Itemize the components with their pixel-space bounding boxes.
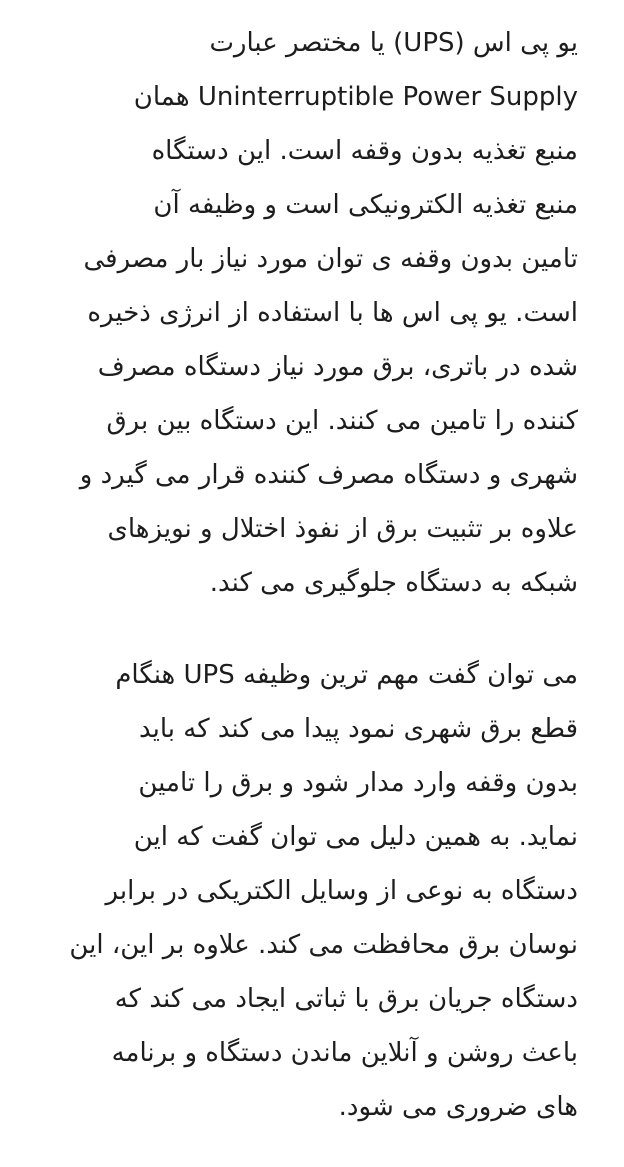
text-line: تامین بدون وقفه ی توان مورد نیاز بار مصرفی	[83, 244, 578, 274]
text-line: است. یو پی اس ها با استفاده از انرژی ذخیره	[87, 298, 578, 328]
paragraph-ups-function	[8, 648, 578, 1134]
text-line: علاوه بر تثبیت برق از نفوذ اختلال و نویزهای	[107, 514, 578, 544]
text-line: دستگاه جریان برق با ثباتی ایجاد می کند که	[114, 984, 578, 1014]
text-line: شده در باتری، برق مورد نیاز دستگاه مصرف	[97, 352, 578, 382]
text-line: Uninterruptible Power Supply همان	[133, 82, 578, 112]
text-line: نماید. به همین دلیل می توان گفت که این	[133, 822, 578, 852]
text-line: شبکه به دستگاه جلوگیری می کند.	[209, 568, 578, 598]
text-line: بدون وقفه وارد مدار شود و برق را تامین	[138, 768, 578, 798]
text-line: می توان گفت مهم ترین وظیفه UPS هنگام	[115, 660, 578, 690]
text-line: یو پی اس (UPS) یا مختصر عبارت	[209, 28, 578, 58]
text-line: منبع تغذیه الکترونیکی است و وظیفه آن	[153, 190, 578, 220]
text-line: های ضروری می شود.	[338, 1092, 578, 1122]
text-line: باعث روشن و آنلاین ماندن دستگاه و برنامه	[111, 1038, 578, 1068]
text-line: قطع برق شهری نمود پیدا می کند که باید	[139, 714, 578, 744]
paragraph-ups-definition	[8, 16, 578, 610]
text-line: کننده را تامین می کنند. این دستگاه بین برق	[106, 406, 578, 436]
text-line: شهری و دستگاه مصرف کننده قرار می گیرد و	[79, 460, 578, 490]
text-line: دستگاه به نوعی از وسایل الکتریکی در برابر	[105, 876, 578, 906]
text-line: منبع تغذیه بدون وقفه است. این دستگاه	[151, 136, 578, 166]
text-line: نوسان برق محافظت می کند. علاوه بر این، این	[69, 930, 578, 960]
